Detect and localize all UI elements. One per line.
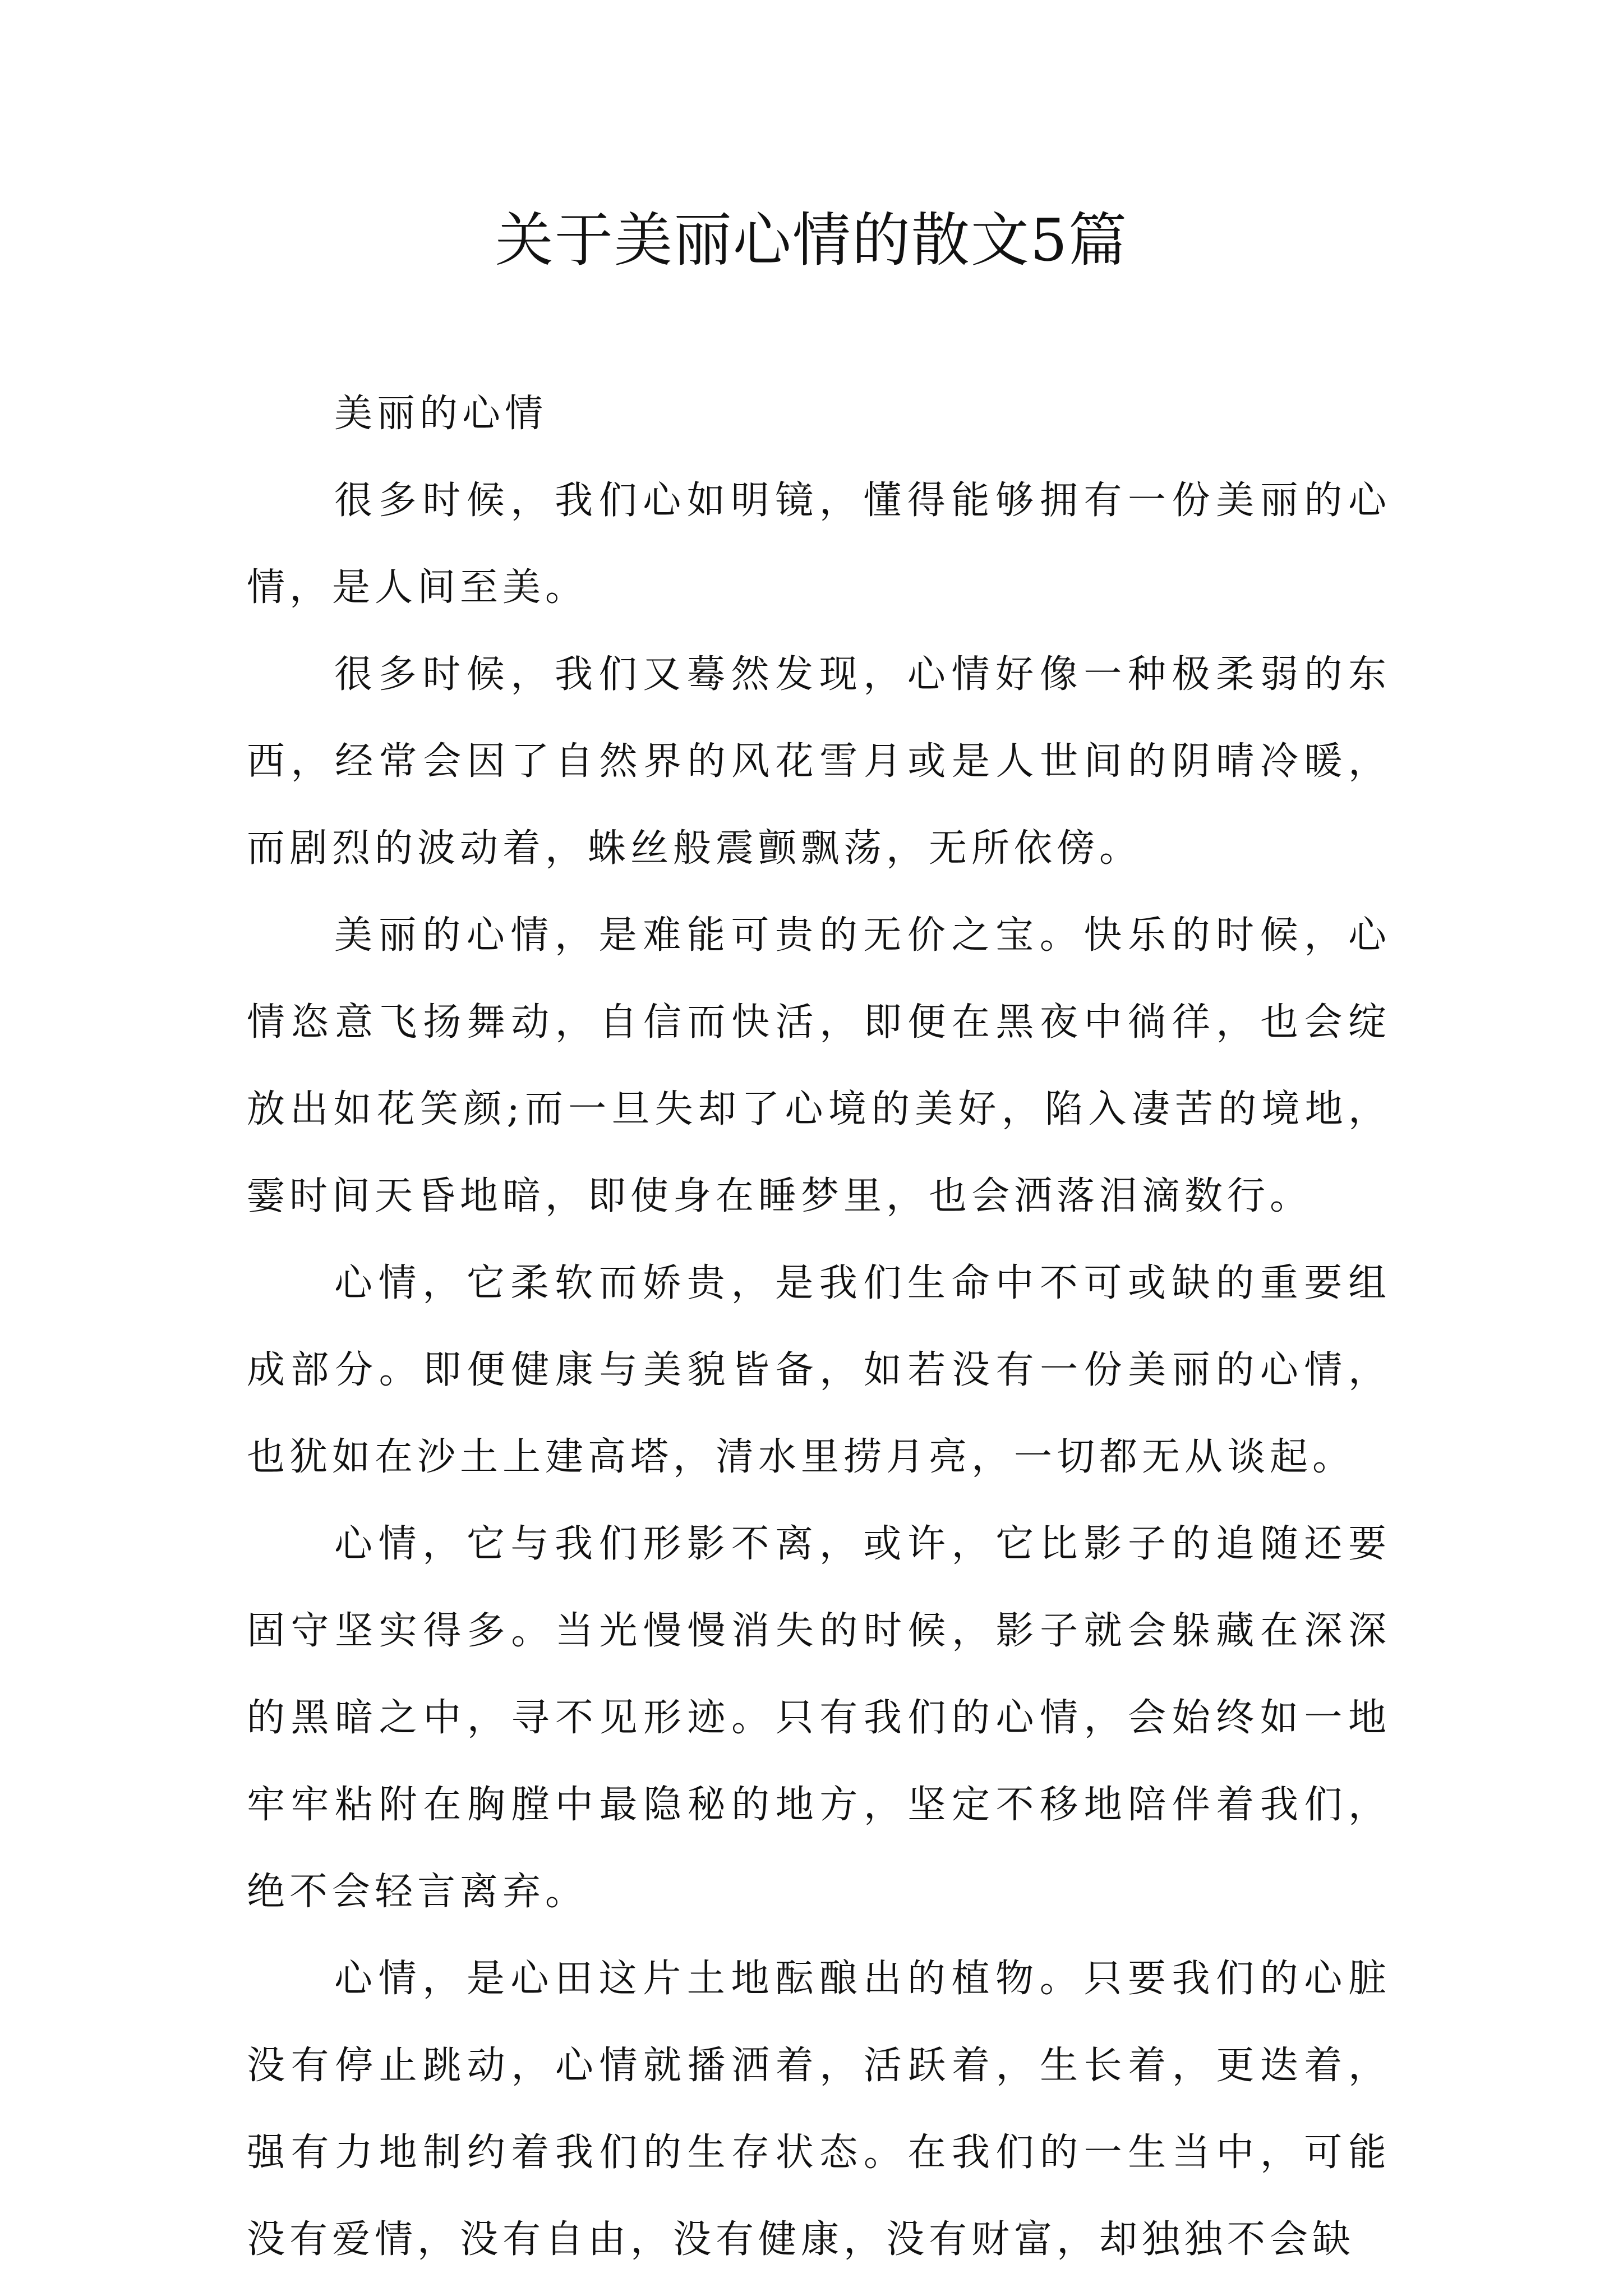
paragraph-1: 很多时候，我们心如明镜，懂得能够拥有一份美丽的心情，是人间至美。 [247,478,1391,610]
paragraph-6: 心情，是心田这片土地酝酿出的植物。只要我们的心脏没有停止跳动，心情就播洒着，活跃着，生长着，更迭着，强有力地制约着我们的生存状态。在我们的一生当中，可能没有爱情，没有自由，没有健康，没有财富，却独独不会缺 [247,1957,1391,2262]
paragraph-3: 美丽的心情，是难能可贵的无价之宝。快乐的时候，心情恣意飞扬舞动，自信而快活，即便在黑夜中徜徉，也会绽放出如花笑颜;而一旦失却了心境的美好，陷入凄苦的境地，霎时间天昏地暗，即使身在睡梦里，也会洒落泪滴数行。 [247,913,1391,1218]
paragraph-5: 心情，它与我们形影不离，或许，它比影子的追随还要固守坚实得多。当光慢慢消失的时候，影子就会躲藏在深深的黑暗之中，寻不见形迹。只有我们的心情，会始终如一地牢牢粘附在胸膛中最隐秘的地方，坚定不移地陪伴着我们，绝不会轻言离弃。 [247,1522,1391,1914]
document-title: 关于美丽心情的散文5篇 [495,206,1128,274]
paragraph-4: 心情，它柔软而娇贵，是我们生命中不可或缺的重要组成部分。即便健康与美貌皆备，如若没有一份美丽的心情，也犹如在沙土上建高塔，清水里捞月亮，一切都无从谈起。 [247,1261,1391,1479]
essay-subtitle: 美丽的心情 [334,392,548,436]
document-body [247,370,1391,2283]
paragraph-2: 很多时候，我们又蓦然发现，心情好像一种极柔弱的东西，经常会因了自然界的风花雪月或是人世间的阴晴冷暖，而剧烈的波动着，蛛丝般震颤飘荡，无所依傍。 [247,652,1391,871]
